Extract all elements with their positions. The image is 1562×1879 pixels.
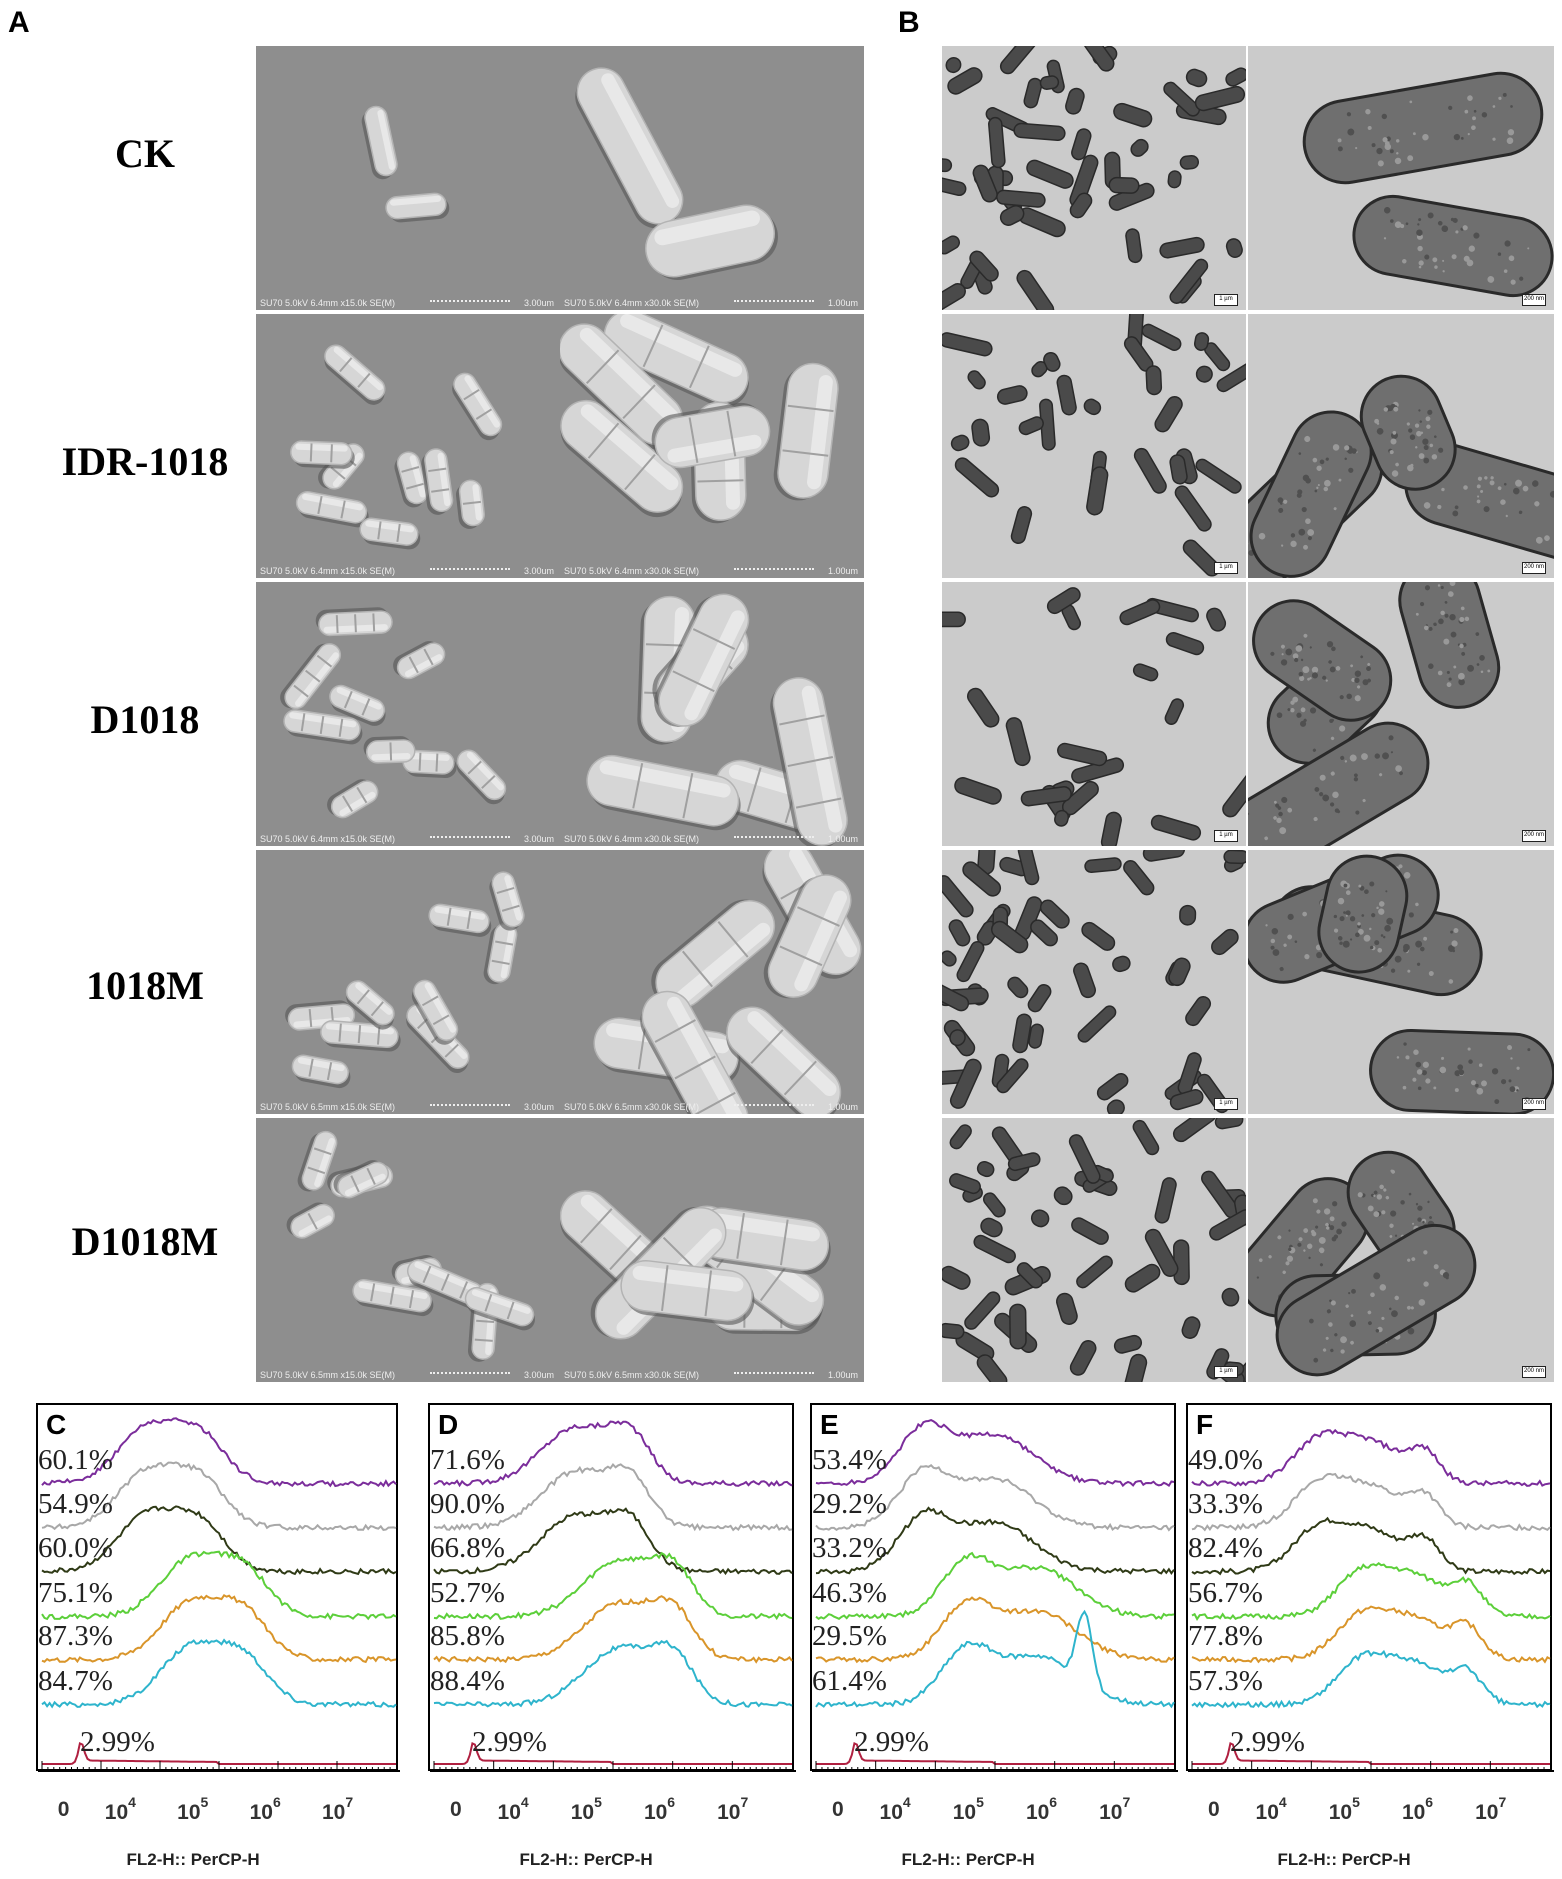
histogram-panel-letter: E [820,1409,839,1440]
x-tick-label: $10^5$ [177,1794,209,1824]
tem-scale-bar: 1 µm [1214,1366,1238,1378]
histogram-panel-letter: D [438,1409,459,1440]
x-tick-label: $10^6$ [1401,1794,1434,1824]
series-percentage-label: 54.9% [38,1488,113,1520]
series-percentage-label: 61.4% [812,1665,887,1697]
series-percentage-label: 29.5% [812,1620,887,1652]
x-tick-label: $10^4$ [497,1794,529,1824]
tem-scale-bar: 1 µm [1214,830,1238,842]
tem-micrograph [1248,1118,1554,1382]
scale-bar-label: 1.00um [827,566,858,576]
x-axis-label: FL2-H:: PerCP-H [1277,1850,1411,1869]
scale-bar-label: 1.00um [827,298,858,308]
sem-info-bar [260,1100,554,1112]
x-tick-label: 0 [1207,1798,1220,1821]
x-tick-label: $10^6$ [1025,1794,1058,1824]
x-tick-label: 0 [831,1798,844,1821]
x-tick-label: $10^5$ [570,1794,602,1824]
series-percentage-label: 52.7% [430,1577,505,1609]
sem-micrograph [256,314,560,578]
scale-bar-label: 3.00um [523,834,554,844]
scale-bar [430,300,510,305]
tem-micrograph [1248,314,1554,578]
x-tick-label: $10^7$ [1099,1794,1131,1824]
scale-bar [430,568,510,573]
tem-micrograph [942,314,1246,578]
scale-bar-label: 3.00um [523,1370,554,1380]
tem-micrograph [942,850,1246,1114]
sem-info-bar [564,832,858,844]
sem-acquisition-info: SU70 5.0kV 6.5mm x15.0k SE(M) [260,1102,396,1112]
sem-micrograph [256,850,560,1114]
sem-acquisition-info: SU70 5.0kV 6.4mm x30.0k SE(M) [564,298,700,308]
scale-bar-label: 1.00um [827,1370,858,1380]
sem-micrograph [560,582,864,846]
x-axis-label: FL2-H:: PerCP-H [126,1850,260,1869]
sem-micrograph [560,314,864,578]
x-tick-label: $10^4$ [1255,1794,1287,1824]
tem-micrograph [1248,582,1554,846]
tem-micrograph [1248,850,1554,1114]
sem-info-bar [564,564,858,576]
sem-acquisition-info: SU70 5.0kV 6.5mm x30.0k SE(M) [564,1102,700,1112]
scale-bar [734,836,814,841]
x-tick-label: $10^7$ [321,1794,354,1824]
scale-bar-label: 3.00um [523,1102,554,1112]
x-axis-label: FL2-H:: PerCP-H [519,1850,653,1869]
sem-micrograph [560,46,864,310]
series-percentage-label: 90.0% [430,1488,505,1520]
scale-bar [734,300,814,305]
series-percentage-label: 87.3% [38,1620,113,1652]
series-percentage-label: 71.6% [430,1444,505,1476]
tem-scale-bar: 200 nm [1522,1366,1546,1378]
sem-acquisition-info: SU70 5.0kV 6.5mm x30.0k SE(M) [564,1370,700,1380]
tem-micrograph [942,46,1246,310]
sem-micrograph [256,46,560,310]
row-label-d1018: D1018 [90,697,200,742]
scale-bar-label: 1.00um [827,834,858,844]
sem-info-bar [260,1368,554,1380]
sem-acquisition-info: SU70 5.0kV 6.4mm x15.0k SE(M) [260,834,396,844]
sem-acquisition-info: SU70 5.0kV 6.4mm x30.0k SE(M) [564,566,700,576]
sem-info-bar [564,1100,858,1112]
tem-scale-bar: 200 nm [1522,294,1546,306]
sem-micrograph [256,1118,560,1382]
scale-bar [734,568,814,573]
tem-scale-bar: 1 µm [1214,294,1238,306]
sem-info-bar [260,832,554,844]
histogram-panel-letter: F [1196,1409,1214,1440]
scale-bar-label: 3.00um [523,566,554,576]
x-tick-label: $10^5$ [1328,1794,1360,1824]
sem-micrograph [256,582,560,846]
sem-acquisition-info: SU70 5.0kV 6.4mm x15.0k SE(M) [260,566,396,576]
sem-micrograph [560,1118,864,1382]
series-percentage-label: 56.7% [1188,1577,1263,1609]
x-tick-label: 0 [57,1798,70,1821]
series-percentage-label: 46.3% [812,1577,887,1609]
series-percentage-label: 57.3% [1188,1665,1263,1697]
tem-scale-bar: 200 nm [1522,830,1546,842]
series-percentage-label: 66.8% [430,1532,505,1564]
scale-bar-label: 1.00um [827,1102,858,1112]
series-percentage-label: 75.1% [38,1577,113,1609]
tem-scale-bar: 1 µm [1214,562,1238,574]
series-percentage-label: 29.2% [812,1488,887,1520]
series-percentage-label: 85.8% [430,1620,505,1652]
row-label-idr-1018: IDR-1018 [61,439,229,484]
x-tick-label: 0 [449,1798,462,1821]
x-tick-label: $10^5$ [952,1794,984,1824]
x-tick-label: $10^7$ [1475,1794,1507,1824]
panel-a-letter: A [8,6,30,39]
series-percentage-label: 2.99% [80,1726,155,1758]
sem-acquisition-info: SU70 5.0kV 6.4mm x15.0k SE(M) [260,298,396,308]
x-tick-label: $10^7$ [717,1794,749,1824]
tem-scale-bar: 200 nm [1522,562,1546,574]
panel-b-letter: B [898,6,920,39]
series-percentage-label: 88.4% [430,1665,505,1697]
series-percentage-label: 33.2% [812,1532,887,1564]
tem-micrograph [942,1118,1246,1382]
sem-info-bar [260,564,554,576]
sem-acquisition-info: SU70 5.0kV 6.4mm x30.0k SE(M) [564,834,700,844]
sem-acquisition-info: SU70 5.0kV 6.5mm x15.0k SE(M) [260,1370,396,1380]
series-percentage-label: 33.3% [1188,1488,1263,1520]
series-percentage-label: 60.1% [38,1444,113,1476]
series-percentage-label: 77.8% [1188,1620,1263,1652]
series-percentage-label: 2.99% [854,1726,929,1758]
scale-bar [734,1372,814,1377]
row-label-1018m: 1018M [86,963,204,1008]
series-percentage-label: 60.0% [38,1532,113,1564]
x-tick-label: $10^4$ [879,1794,911,1824]
series-percentage-label: 53.4% [812,1444,887,1476]
scale-bar [430,1372,510,1377]
series-percentage-label: 84.7% [38,1665,113,1697]
scale-bar [430,1104,510,1109]
histogram-panel-letter: C [46,1409,67,1440]
scale-bar [430,836,510,841]
sem-micrograph [560,850,864,1114]
series-percentage-label: 82.4% [1188,1532,1263,1564]
x-tick-label: $10^4$ [104,1794,136,1824]
sem-info-bar [564,296,858,308]
sem-info-bar [564,1368,858,1380]
x-tick-label: $10^6$ [643,1794,676,1824]
tem-scale-bar: 200 nm [1522,1098,1546,1110]
sem-info-bar [260,296,554,308]
x-axis-label: FL2-H:: PerCP-H [901,1850,1035,1869]
row-label-ck: CK [115,131,175,176]
series-percentage-label: 2.99% [1230,1726,1305,1758]
tem-micrograph [942,582,1246,846]
row-label-d1018m: D1018M [71,1219,219,1264]
series-percentage-label: 2.99% [472,1726,547,1758]
scale-bar [734,1104,814,1109]
tem-scale-bar: 1 µm [1214,1098,1238,1110]
tem-micrograph [1248,46,1554,310]
scale-bar-label: 3.00um [523,298,554,308]
series-percentage-label: 49.0% [1188,1444,1263,1476]
x-tick-label: $10^6$ [249,1794,281,1824]
